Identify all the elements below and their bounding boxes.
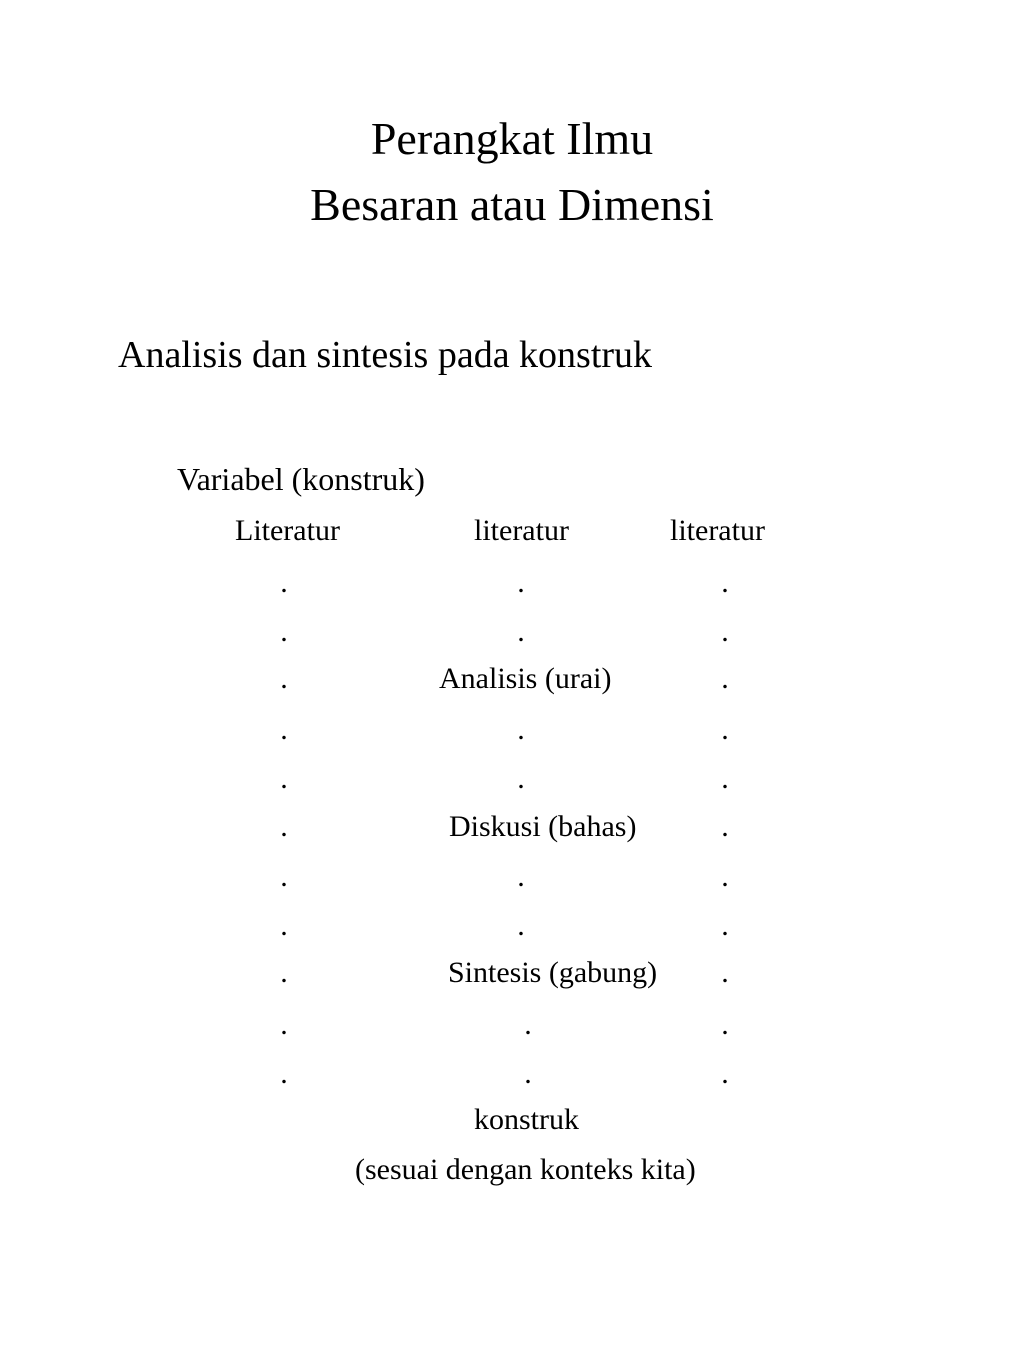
dot-marker: . (517, 909, 525, 942)
section-subtitle: Analisis dan sintesis pada konstruk (118, 334, 653, 376)
dot-marker: . (517, 713, 525, 746)
page-title-line-1: Perangkat Ilmu (370, 113, 654, 164)
dot-marker: . (517, 566, 525, 599)
dot-marker: . (721, 1057, 729, 1090)
dot-marker: . (280, 1008, 288, 1041)
dot-marker: . (721, 860, 729, 893)
dot-marker: . (517, 860, 525, 893)
dot-marker: . (280, 566, 288, 599)
step-analysis: Analisis (urai) (439, 662, 612, 695)
dot-marker: . (280, 762, 288, 795)
dot-marker: . (721, 810, 729, 843)
dot-marker: . (517, 762, 525, 795)
dot-marker: . (721, 1008, 729, 1041)
dot-marker: . (280, 615, 288, 648)
step-synthesis: Sintesis (gabung) (448, 956, 658, 989)
dot-marker: . (721, 615, 729, 648)
dot-marker: . (721, 566, 729, 599)
dot-marker: . (280, 810, 288, 843)
dot-marker: . (280, 1057, 288, 1090)
dot-marker: . (721, 762, 729, 795)
variable-heading: Variabel (konstruk) (177, 461, 425, 497)
dot-marker: . (280, 956, 288, 989)
dot-marker: . (721, 956, 729, 989)
dot-marker: . (721, 909, 729, 942)
dot-marker: . (280, 860, 288, 893)
dot-marker: . (280, 662, 288, 695)
step-discussion: Diskusi (bahas) (449, 810, 637, 843)
dot-marker: . (280, 713, 288, 746)
dot-marker: . (280, 909, 288, 942)
dot-marker: . (524, 1008, 532, 1041)
dot-marker: . (721, 662, 729, 695)
result-label: konstruk (474, 1103, 579, 1136)
column-header-literature-2: literatur (474, 514, 569, 547)
column-header-literature-1: Literatur (235, 514, 340, 547)
dot-marker: . (721, 713, 729, 746)
dot-marker: . (517, 615, 525, 648)
page-title-line-2: Besaran atau Dimensi (310, 179, 714, 230)
dot-marker: . (524, 1057, 532, 1090)
result-note: (sesuai dengan konteks kita) (355, 1153, 696, 1186)
column-header-literature-3: literatur (670, 514, 765, 547)
